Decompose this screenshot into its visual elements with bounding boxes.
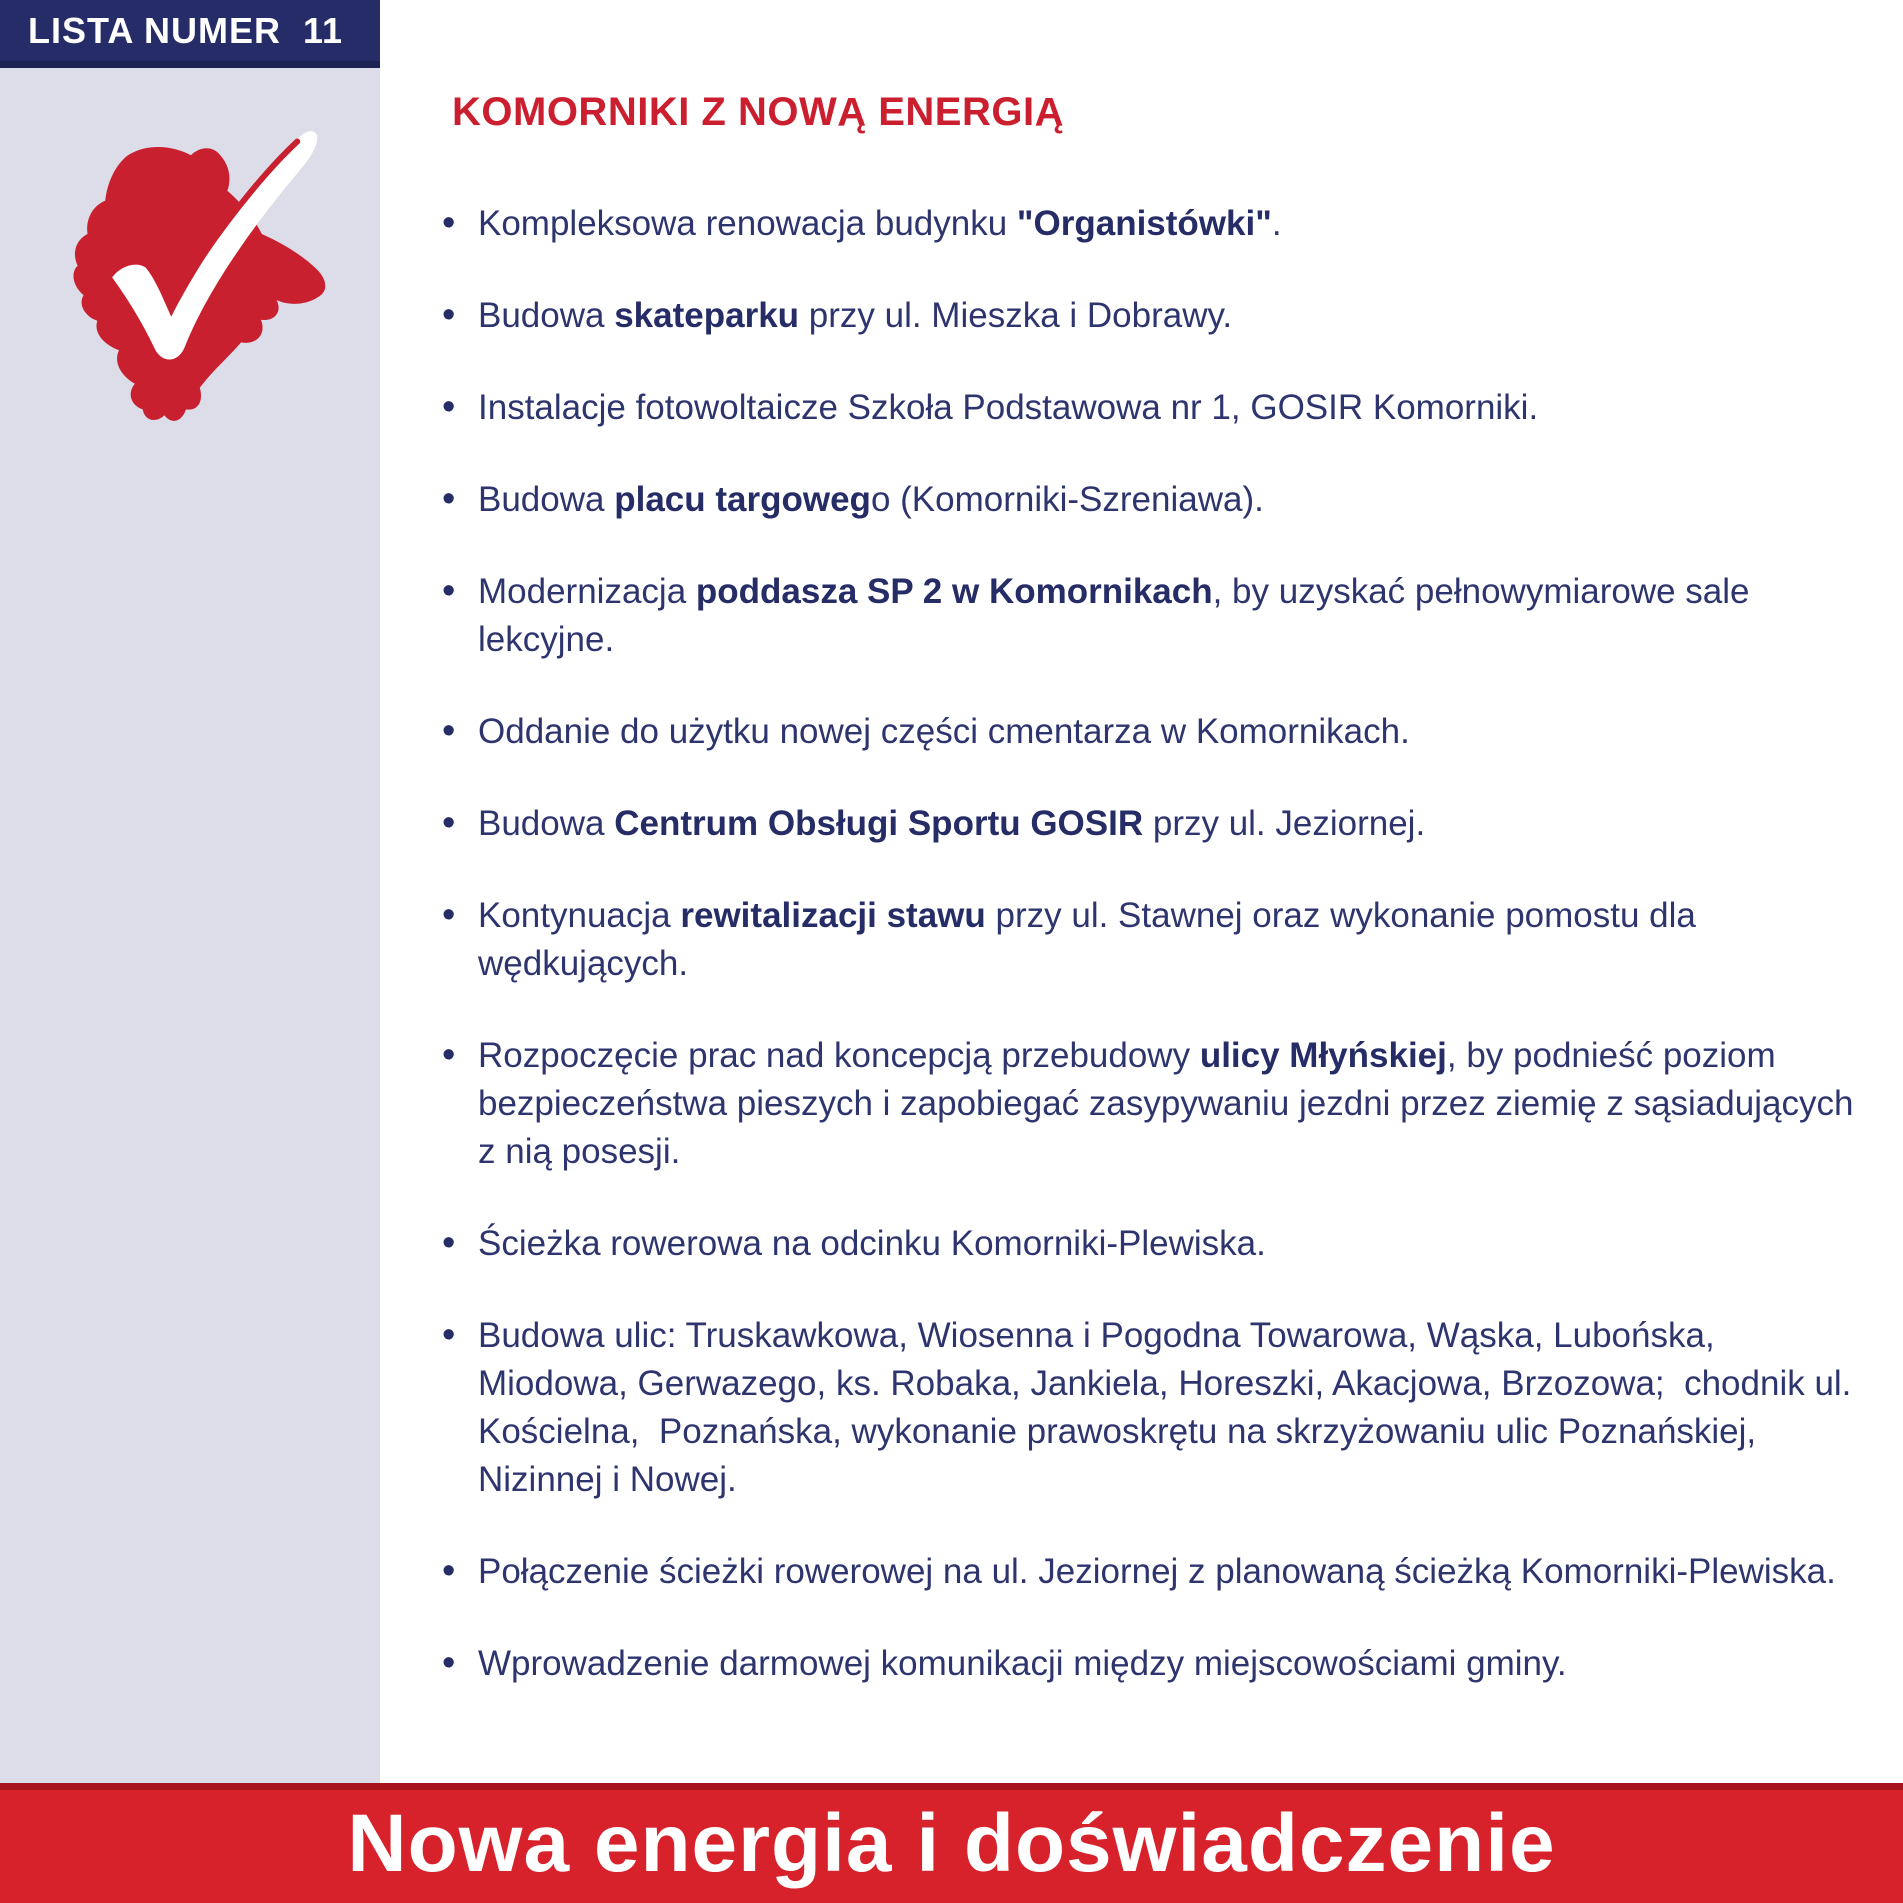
list-item [442,708,1861,756]
list-item [442,1640,1861,1688]
list-item [442,292,1861,340]
footer-banner [0,1783,1903,1903]
list-item-text: przy ul. Jeziornej. [1143,804,1426,843]
list-item [442,1312,1861,1504]
list-item [442,476,1861,524]
list-item [442,1032,1864,1176]
list-item-text: Kompleksowa renowacja budynku [478,204,1017,243]
list-item-bold-text: rewitalizacji stawu [680,896,986,935]
list-item-text: . [1271,204,1282,243]
list-item-bold-text: poddasza SP 2 w Komornikach [695,572,1213,611]
list-item-text: Rozpoczęcie prac nad koncepcją przebudowy [478,1036,1200,1075]
list-item [442,1220,1861,1268]
list-item-text: Ścieżka rowerowa na odcinku Komorniki-Plewiska. [478,1224,1266,1263]
section-heading: KOMORNIKI Z NOWĄ ENERGIĄ [452,90,1064,134]
komorniki-map-checkmark-logo [26,108,346,433]
list-item-text: przy ul. Stawnej oraz wykonanie pomostu dla wędkujących. [478,896,1706,983]
footer-slogan: Nowa energia i doświadczenie [347,1797,1556,1889]
main-content [380,0,1903,1783]
program-list [380,200,1903,1688]
list-item-bold-text: ulicy Młyńskiej [1199,1036,1447,1075]
list-item-text: , by uzyskać pełnowymiarowe sale lekcyjne. [478,572,1760,659]
list-item [442,200,1861,248]
list-item-bold-text: Centrum Obsługi Sportu GOSIR [614,804,1144,843]
list-item-bold-text: "Organistówki" [1016,204,1272,243]
list-item-text: o (Komorniki-Szreniawa). [870,480,1264,519]
list-item-text: Kontynuacja [478,896,681,935]
list-item-bold-text: skateparku [614,296,800,335]
list-item-text: , by podnieść poziom bezpieczeństwa pieszych i zapobiegać zasypywaniu jezdni przez ziemię z sąsiadujących z nią posesji. [478,1036,1864,1171]
list-item [442,568,1861,664]
list-item-text: Budowa ulic: Truskawkowa, Wiosenna i Pogodna Towarowa, Wąska, Lubońska, Miodowa, Gerwazego, ks. Robaka, Jankiela, Horeszki, Akacjowa, Brzozowa; chodnik ul. Kościelna, Poznańska, wykonanie prawoskrętu na skrzyżowaniu ulic Poznańskiej, Nizinnej i Nowej. [478,1316,1862,1499]
list-item [442,1548,1861,1596]
list-item-text: Oddanie do użytku nowej części cmentarza w Komornikach. [478,712,1410,751]
list-item-text: Budowa [478,296,615,335]
list-item-text: Połączenie ścieżki rowerowej na ul. Jeziornej z planowaną ścieżką Komorniki-Plewiska. [478,1552,1836,1591]
list-item-bold-text: placu targoweg [614,480,871,519]
list-item-text: przy ul. Mieszka i Dobrawy. [799,296,1233,335]
list-item [442,892,1861,988]
list-item [442,384,1861,432]
list-item-text: Modernizacja [478,572,696,611]
list-item-text: Budowa [478,480,615,519]
list-item [442,800,1861,848]
list-item-text: Budowa [478,804,615,843]
list-item-text: Wprowadzenie darmowej komunikacji między miejscowościami gminy. [478,1644,1567,1683]
lista-numer-label: LISTA NUMER 11 [28,9,344,51]
sidebar [0,0,380,1783]
lista-numer-banner [0,0,382,68]
list-item-text: Instalacje fotowoltaicze Szkoła Podstawowa nr 1, GOSIR Komorniki. [478,388,1539,427]
